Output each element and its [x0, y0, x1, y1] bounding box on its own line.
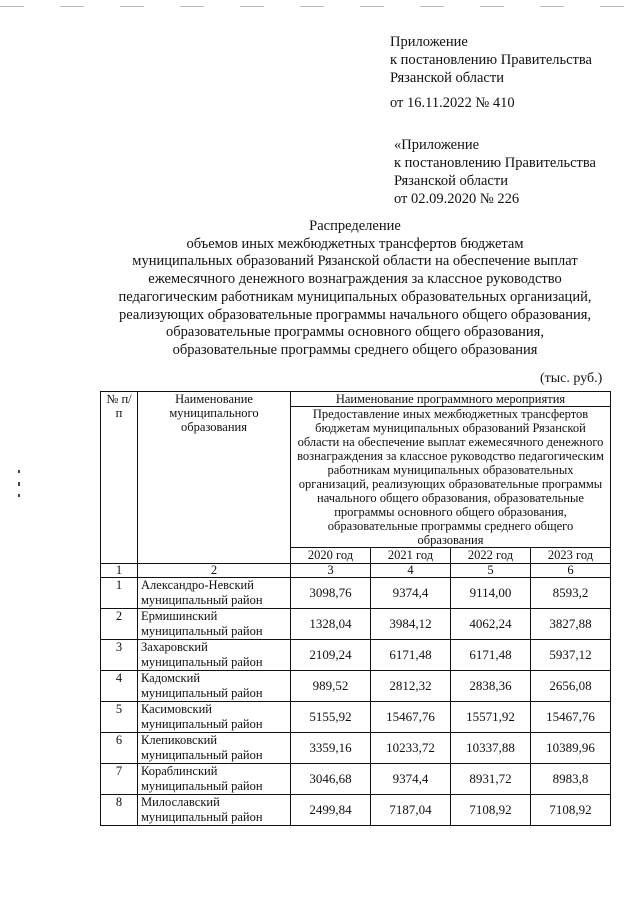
table-header-row: [101, 392, 611, 407]
value-2023: 15467,76: [531, 702, 611, 733]
row-number: 1: [101, 578, 138, 609]
row-number: 4: [101, 671, 138, 702]
header-line: Рязанской области: [390, 70, 504, 86]
title-line: Распределение: [309, 218, 401, 234]
municipality-name: Захаровский муниципальный район: [138, 640, 291, 671]
scan-top-edge: [0, 6, 640, 7]
distribution-table: [100, 391, 611, 826]
row-number: 2: [101, 609, 138, 640]
municipality-name: Ермишинский муниципальный район: [138, 609, 291, 640]
table-row: [101, 733, 611, 764]
header-line: к постановлению Правительства: [394, 155, 596, 171]
header-program: Наименование программного мероприятия: [291, 392, 611, 407]
year-header: 2020 год: [291, 548, 371, 564]
title-line: муниципальных образований Рязанской области на обеспечение выплат: [132, 253, 578, 270]
year-header: 2021 год: [371, 548, 451, 564]
municipality-name: Кораблинский муниципальный район: [138, 764, 291, 795]
title-line: педагогическим работникам муниципальных образовательных организаций,: [118, 288, 592, 305]
value-2020: 2109,24: [291, 640, 371, 671]
row-number: 5: [101, 702, 138, 733]
year-header: 2023 год: [531, 548, 611, 564]
value-2023: 7108,92: [531, 795, 611, 826]
value-2021: 10233,72: [371, 733, 451, 764]
table-row: [101, 764, 611, 795]
value-2020: 3098,76: [291, 578, 371, 609]
scan-margin-marks: [16, 470, 22, 510]
table-row: [101, 702, 611, 733]
value-2022: 2838,36: [451, 671, 531, 702]
title-line: образовательные программы среднего общего образования: [172, 341, 538, 358]
value-2023: 2656,08: [531, 671, 611, 702]
year-header: 2022 год: [451, 548, 531, 564]
value-2023: 5937,12: [531, 640, 611, 671]
column-number: 3: [291, 564, 371, 578]
value-2020: 3359,16: [291, 733, 371, 764]
municipality-name: Клепиковский муниципальный район: [138, 733, 291, 764]
row-number: 3: [101, 640, 138, 671]
value-2021: 3984,12: [371, 609, 451, 640]
column-number: 1: [101, 564, 138, 578]
table-row: [101, 671, 611, 702]
value-2020: 2499,84: [291, 795, 371, 826]
units-label: (тыс. руб.): [540, 371, 603, 386]
value-2022: 4062,24: [451, 609, 531, 640]
header-date: от 16.11.2022 № 410: [390, 95, 515, 111]
value-2021: 9374,4: [371, 764, 451, 795]
column-number: 6: [531, 564, 611, 578]
value-2022: 9114,00: [451, 578, 531, 609]
header-date: от 02.09.2020 № 226: [394, 191, 520, 207]
header-number: № п/п: [101, 392, 138, 564]
column-number: 2: [138, 564, 291, 578]
value-2021: 15467,76: [371, 702, 451, 733]
header-municipality: Наименование муниципального образования: [138, 392, 291, 564]
column-number: 5: [451, 564, 531, 578]
row-number: 7: [101, 764, 138, 795]
table-row: [101, 640, 611, 671]
title-line: ежемесячного денежного вознаграждения за классное руководство: [148, 271, 562, 288]
value-2023: 10389,96: [531, 733, 611, 764]
value-2021: 2812,32: [371, 671, 451, 702]
header-line: к постановлению Правительства: [390, 52, 592, 68]
table-row: [101, 609, 611, 640]
document-title: [100, 218, 610, 360]
table-row: [101, 795, 611, 826]
title-line: образовательные программы основного общего образования,: [166, 324, 544, 341]
value-2023: 3827,88: [531, 609, 611, 640]
program-description: Предоставление иных межбюджетных трансфертов бюджетам муниципальных образований Рязанской области на обеспечение выплат ежемесячного денежного вознаграждения за классное руководство педагогическим работникам муниципальных образовательных организаций, реализующих образовательные программы начального общего образования, образовательные программы основного общего образования, образовательные программы среднего общего образования: [291, 407, 611, 548]
value-2023: 8593,2: [531, 578, 611, 609]
value-2021: 6171,48: [371, 640, 451, 671]
value-2022: 15571,92: [451, 702, 531, 733]
value-2023: 8983,8: [531, 764, 611, 795]
value-2021: 7187,04: [371, 795, 451, 826]
appendix-header-original: [394, 136, 596, 208]
column-number: 4: [371, 564, 451, 578]
title-line: объемов иных межбюджетных трансфертов бюджетам: [186, 235, 524, 252]
column-numbers-row: [101, 564, 611, 578]
value-2022: 6171,48: [451, 640, 531, 671]
value-2022: 7108,92: [451, 795, 531, 826]
value-2020: 989,52: [291, 671, 371, 702]
municipality-name: Александро-Невский муниципальный район: [138, 578, 291, 609]
header-line: Приложение: [390, 34, 468, 50]
table-row: [101, 578, 611, 609]
appendix-header-new: [390, 33, 592, 112]
row-number: 8: [101, 795, 138, 826]
header-line: Рязанской области: [394, 173, 508, 189]
title-line: реализующих образовательные программы начального общего образования,: [118, 306, 592, 323]
municipality-name: Касимовский муниципальный район: [138, 702, 291, 733]
header-line: «Приложение: [394, 137, 480, 153]
value-2020: 1328,04: [291, 609, 371, 640]
value-2021: 9374,4: [371, 578, 451, 609]
value-2022: 10337,88: [451, 733, 531, 764]
row-number: 6: [101, 733, 138, 764]
value-2022: 8931,72: [451, 764, 531, 795]
value-2020: 5155,92: [291, 702, 371, 733]
value-2020: 3046,68: [291, 764, 371, 795]
municipality-name: Милославский муниципальный район: [138, 795, 291, 826]
municipality-name: Кадомский муниципальный район: [138, 671, 291, 702]
